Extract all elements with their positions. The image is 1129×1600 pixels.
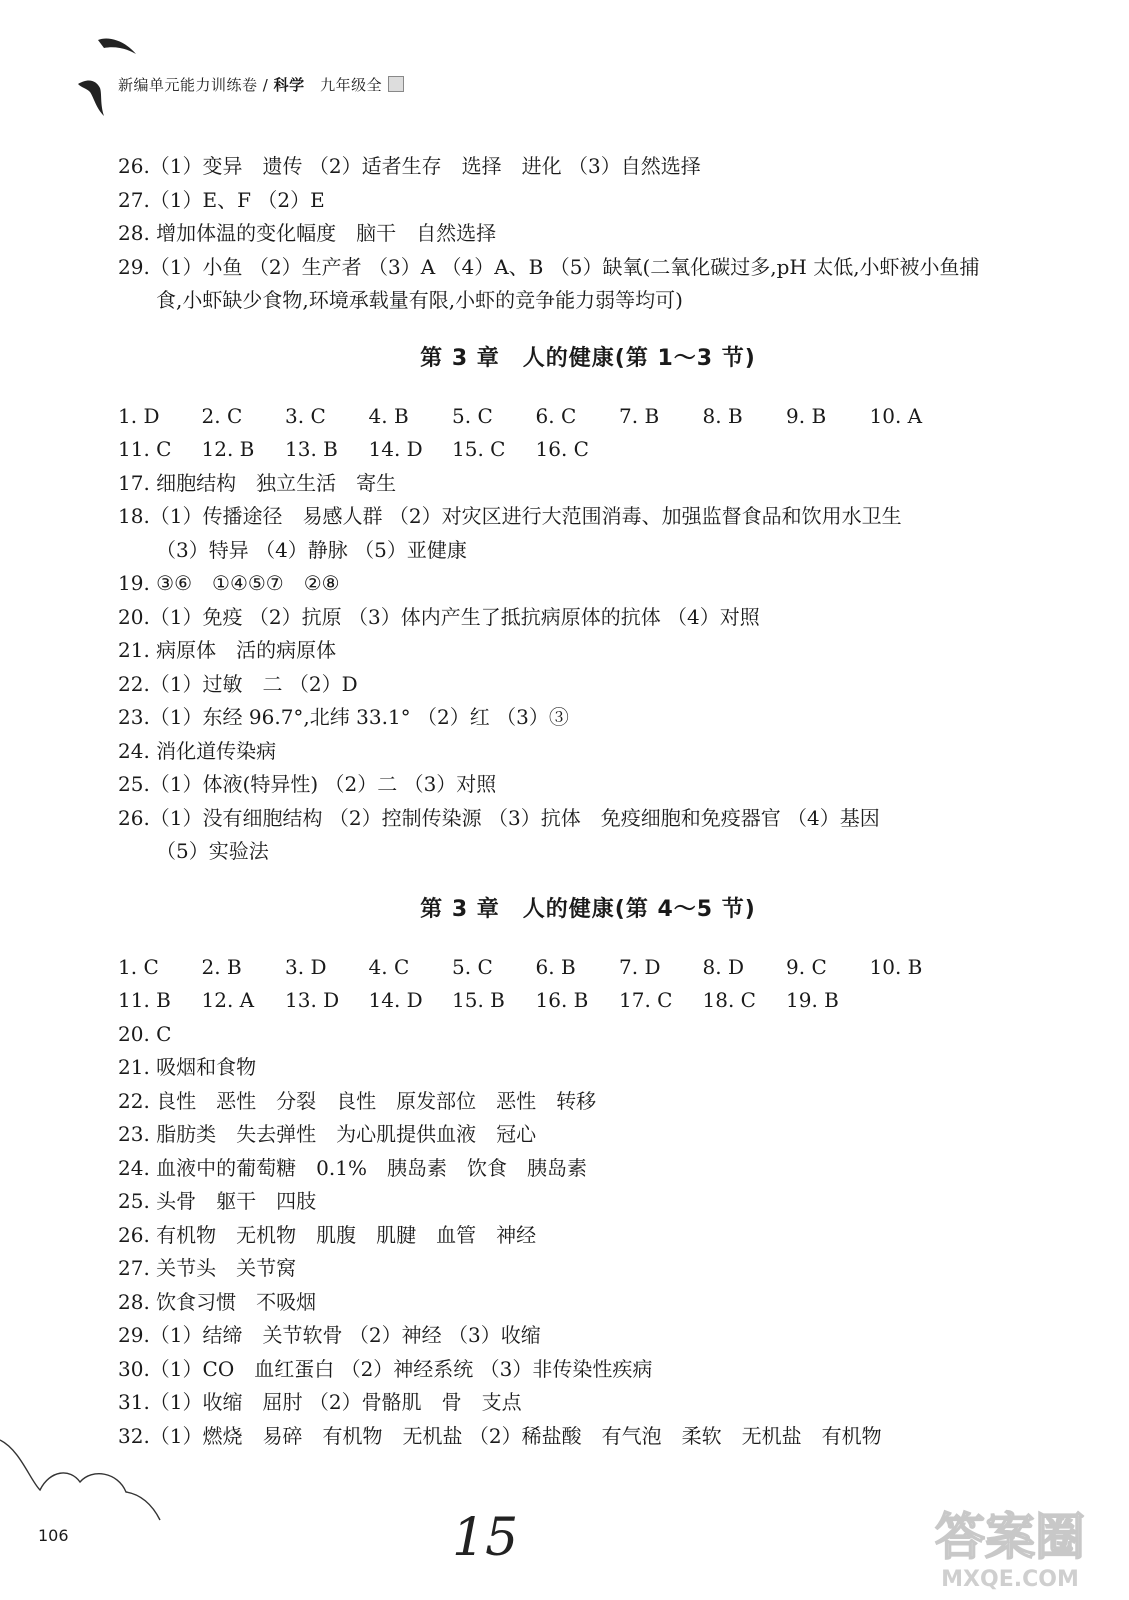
mc-answer: 2. C (201, 403, 243, 428)
answer-line: 32.（1）燃烧 易碎 有机物 无机盐 （2）稀盐酸 有气泡 柔软 无机盐 有机物 (118, 1423, 882, 1448)
mc-answer: 14. D (368, 988, 423, 1012)
mc-answer-row (118, 400, 1058, 434)
mc-answer: 16. B (535, 988, 589, 1012)
mc-answer: 1. C (118, 954, 159, 979)
mc-answer: 4. C (368, 954, 410, 979)
mc-answer: 10. A (869, 403, 923, 428)
mc-answer: 6. B (535, 954, 576, 979)
answer-line: 26.（1）没有细胞结构 （2）控制传染源 （3）抗体 免疫细胞和免疫器官 （4）基因 (118, 805, 880, 830)
answer-line: 29.（1）结缔 关节软骨 （2）神经 （3）收缩 (118, 1323, 541, 1347)
answer-line: 25.（1）体液(特异性) （2）二 （3）对照 (118, 772, 497, 796)
answer-line: 26. 有机物 无机物 肌腹 肌腱 血管 神经 (118, 1222, 537, 1247)
answer-line: 23.（1）东经 96.7°,北纬 33.1° （2）红 （3）③ (118, 705, 569, 729)
mc-answer: 12. A (201, 988, 255, 1012)
answer-line: 23. 脂肪类 失去弹性 为心肌提供血液 冠心 (118, 1122, 537, 1146)
mc-answer: 19. B (786, 988, 839, 1012)
header-badge-icon (388, 76, 404, 92)
mc-answer: 11. B (118, 988, 171, 1012)
mc-answer: 13. B (285, 437, 338, 461)
answer-line-continued: 食,小虾缺少食物,环境承载量有限,小虾的竞争能力弱等均可) (156, 288, 683, 312)
mc-answer: 9. C (786, 954, 827, 979)
answer-line: 29.（1）小鱼 （2）生产者 （3）A （4）A、B （5）缺氧(二氧化碳过多,pH 太低,小虾被小鱼捕 (118, 254, 980, 279)
mc-answer: 7. D (619, 954, 661, 979)
running-header (118, 74, 404, 95)
cloud-decoration-icon (0, 1420, 170, 1600)
watermark-sub-text: MXQE.COM (941, 1567, 1079, 1592)
mc-answer-row (118, 984, 1058, 1018)
mc-answer: 9. B (786, 403, 827, 428)
mc-answer-row (118, 951, 1058, 985)
mc-answer: 14. D (368, 437, 423, 461)
book-title: 新编单元能力训练卷 (118, 76, 258, 94)
mc-answer: 2. B (201, 954, 242, 979)
mc-answer: 11. C (118, 437, 172, 461)
subject-label: 科学 (273, 76, 305, 94)
watermark-main-text: 答案圈 (935, 1508, 1085, 1566)
mc-answer: 4. B (368, 403, 409, 428)
answer-line: 24. 血液中的葡萄糖 0.1% 胰岛素 饮食 胰岛素 (118, 1155, 587, 1180)
answer-line: 22.（1）过敏 二 （2）D (118, 671, 358, 696)
mc-answer: 3. C (285, 403, 326, 428)
answer-line: 28. 饮食习惯 不吸烟 (118, 1289, 317, 1314)
mc-answer: 1. D (118, 403, 160, 428)
page-number: 106 (38, 1526, 69, 1545)
mc-answer: 10. B (869, 954, 923, 979)
mc-answer: 17. C (619, 988, 673, 1012)
answer-line: 21. 病原体 活的病原体 (118, 638, 337, 662)
mc-answer: 5. C (452, 403, 493, 428)
mc-answer: 6. C (535, 403, 577, 428)
answer-line: 18.（1）传播途径 易感人群 （2）对灾区进行大范围消毒、加强监督食品和饮用水卫生 (118, 504, 902, 528)
answer-content (118, 150, 1058, 1453)
answer-line: 31.（1）收缩 屈肘 （2）骨骼肌 骨 支点 (118, 1390, 522, 1414)
watermark-logo (900, 1496, 1120, 1596)
mc-answer: 16. C (535, 437, 589, 461)
mc-answer: 5. C (452, 954, 493, 979)
answer-line: 24. 消化道传染病 (118, 738, 277, 763)
answer-line: 28. 增加体温的变化幅度 脑干 自然选择 (118, 221, 497, 245)
section-title: 第 3 章 人的健康(第 4～5 节) (420, 896, 756, 922)
handwritten-note: 15 (452, 1508, 519, 1568)
answer-line: 22. 良性 恶性 分裂 良性 原发部位 恶性 转移 (118, 1088, 597, 1113)
answer-line-continued: （5）实验法 (156, 839, 269, 863)
answer-line: 27. 关节头 关节窝 (118, 1256, 297, 1280)
answer-line: 20. C (118, 1021, 172, 1046)
mc-answer: 3. D (285, 954, 327, 979)
section-title: 第 3 章 人的健康(第 1～3 节) (420, 345, 756, 371)
mc-answer-row (118, 433, 1058, 467)
grade-label: 九年级全 (320, 76, 383, 94)
mc-answer: 8. D (702, 954, 744, 979)
answer-line: 19. ③⑥ ①④⑤⑦ ②⑧ (118, 571, 340, 595)
answer-line: 17. 细胞结构 独立生活 寄生 (118, 470, 397, 495)
header-separator: / (257, 76, 274, 94)
answer-line: 26.（1）变异 遗传 （2）适者生存 选择 进化 （3）自然选择 (118, 154, 701, 178)
answer-line: 21. 吸烟和食物 (118, 1055, 257, 1079)
answer-line: 27.（1）E、F （2）E (118, 187, 325, 212)
mc-answer: 7. B (619, 403, 660, 428)
mc-answer: 15. C (452, 437, 506, 461)
answer-line-continued: （3）特异 （4）静脉 （5）亚健康 (156, 537, 467, 562)
mc-answer: 18. C (702, 988, 756, 1012)
mc-answer: 15. B (452, 988, 505, 1012)
mc-answer: 12. B (201, 437, 255, 461)
mc-answer: 8. B (702, 403, 743, 428)
answer-line: 25. 头骨 躯干 四肢 (118, 1189, 317, 1213)
mc-answer: 13. D (285, 988, 340, 1012)
answer-line: 20.（1）免疫 （2）抗原 （3）体内产生了抵抗病原体的抗体 （4）对照 (118, 604, 760, 629)
answer-line: 30.（1）CO 血红蛋白 （2）神经系统 （3）非传染性疾病 (118, 1356, 653, 1381)
